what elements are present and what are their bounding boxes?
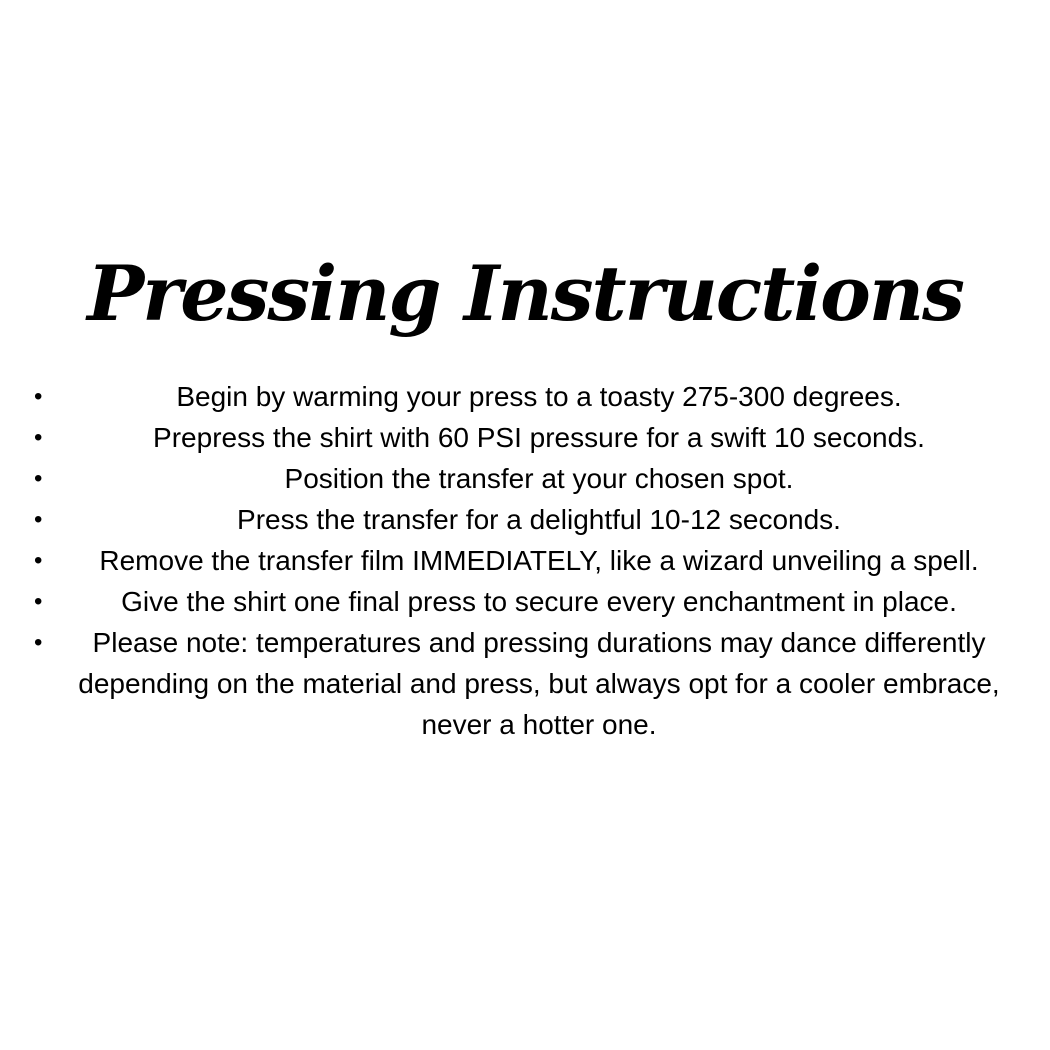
instruction-text: Position the transfer at your chosen spot.: [284, 463, 794, 494]
bullet-icon: •: [34, 547, 43, 574]
list-item: [34, 376, 1020, 417]
instruction-text: Press the transfer for a delightful 10-12 seconds.: [237, 504, 841, 535]
instructions-list: [0, 376, 1050, 745]
instruction-text: Please note: temperatures and pressing durations may dance differently depending on the material and press, but always opt for a cooler embrace, never a hotter one.: [78, 627, 1000, 740]
list-item: [34, 581, 1020, 622]
bullet-icon: •: [34, 465, 43, 492]
bullet-icon: •: [34, 424, 43, 451]
bullet-icon: •: [34, 506, 43, 533]
page-title: Pressing Instructions: [87, 249, 963, 338]
instruction-text: Give the shirt one final press to secure every enchantment in place.: [121, 586, 957, 617]
instruction-text: Prepress the shirt with 60 PSI pressure for a swift 10 seconds.: [153, 422, 925, 453]
instruction-text: Begin by warming your press to a toasty 275-300 degrees.: [176, 381, 902, 412]
list-item: [34, 540, 1020, 581]
list-item: [34, 499, 1020, 540]
instruction-text: Remove the transfer film IMMEDIATELY, like a wizard unveiling a spell.: [99, 545, 979, 576]
list-item: [34, 458, 1020, 499]
list-item: [34, 622, 1020, 745]
bullet-icon: •: [34, 383, 43, 410]
bullet-icon: •: [34, 629, 43, 656]
list-item: [34, 417, 1020, 458]
bullet-icon: •: [34, 588, 43, 615]
